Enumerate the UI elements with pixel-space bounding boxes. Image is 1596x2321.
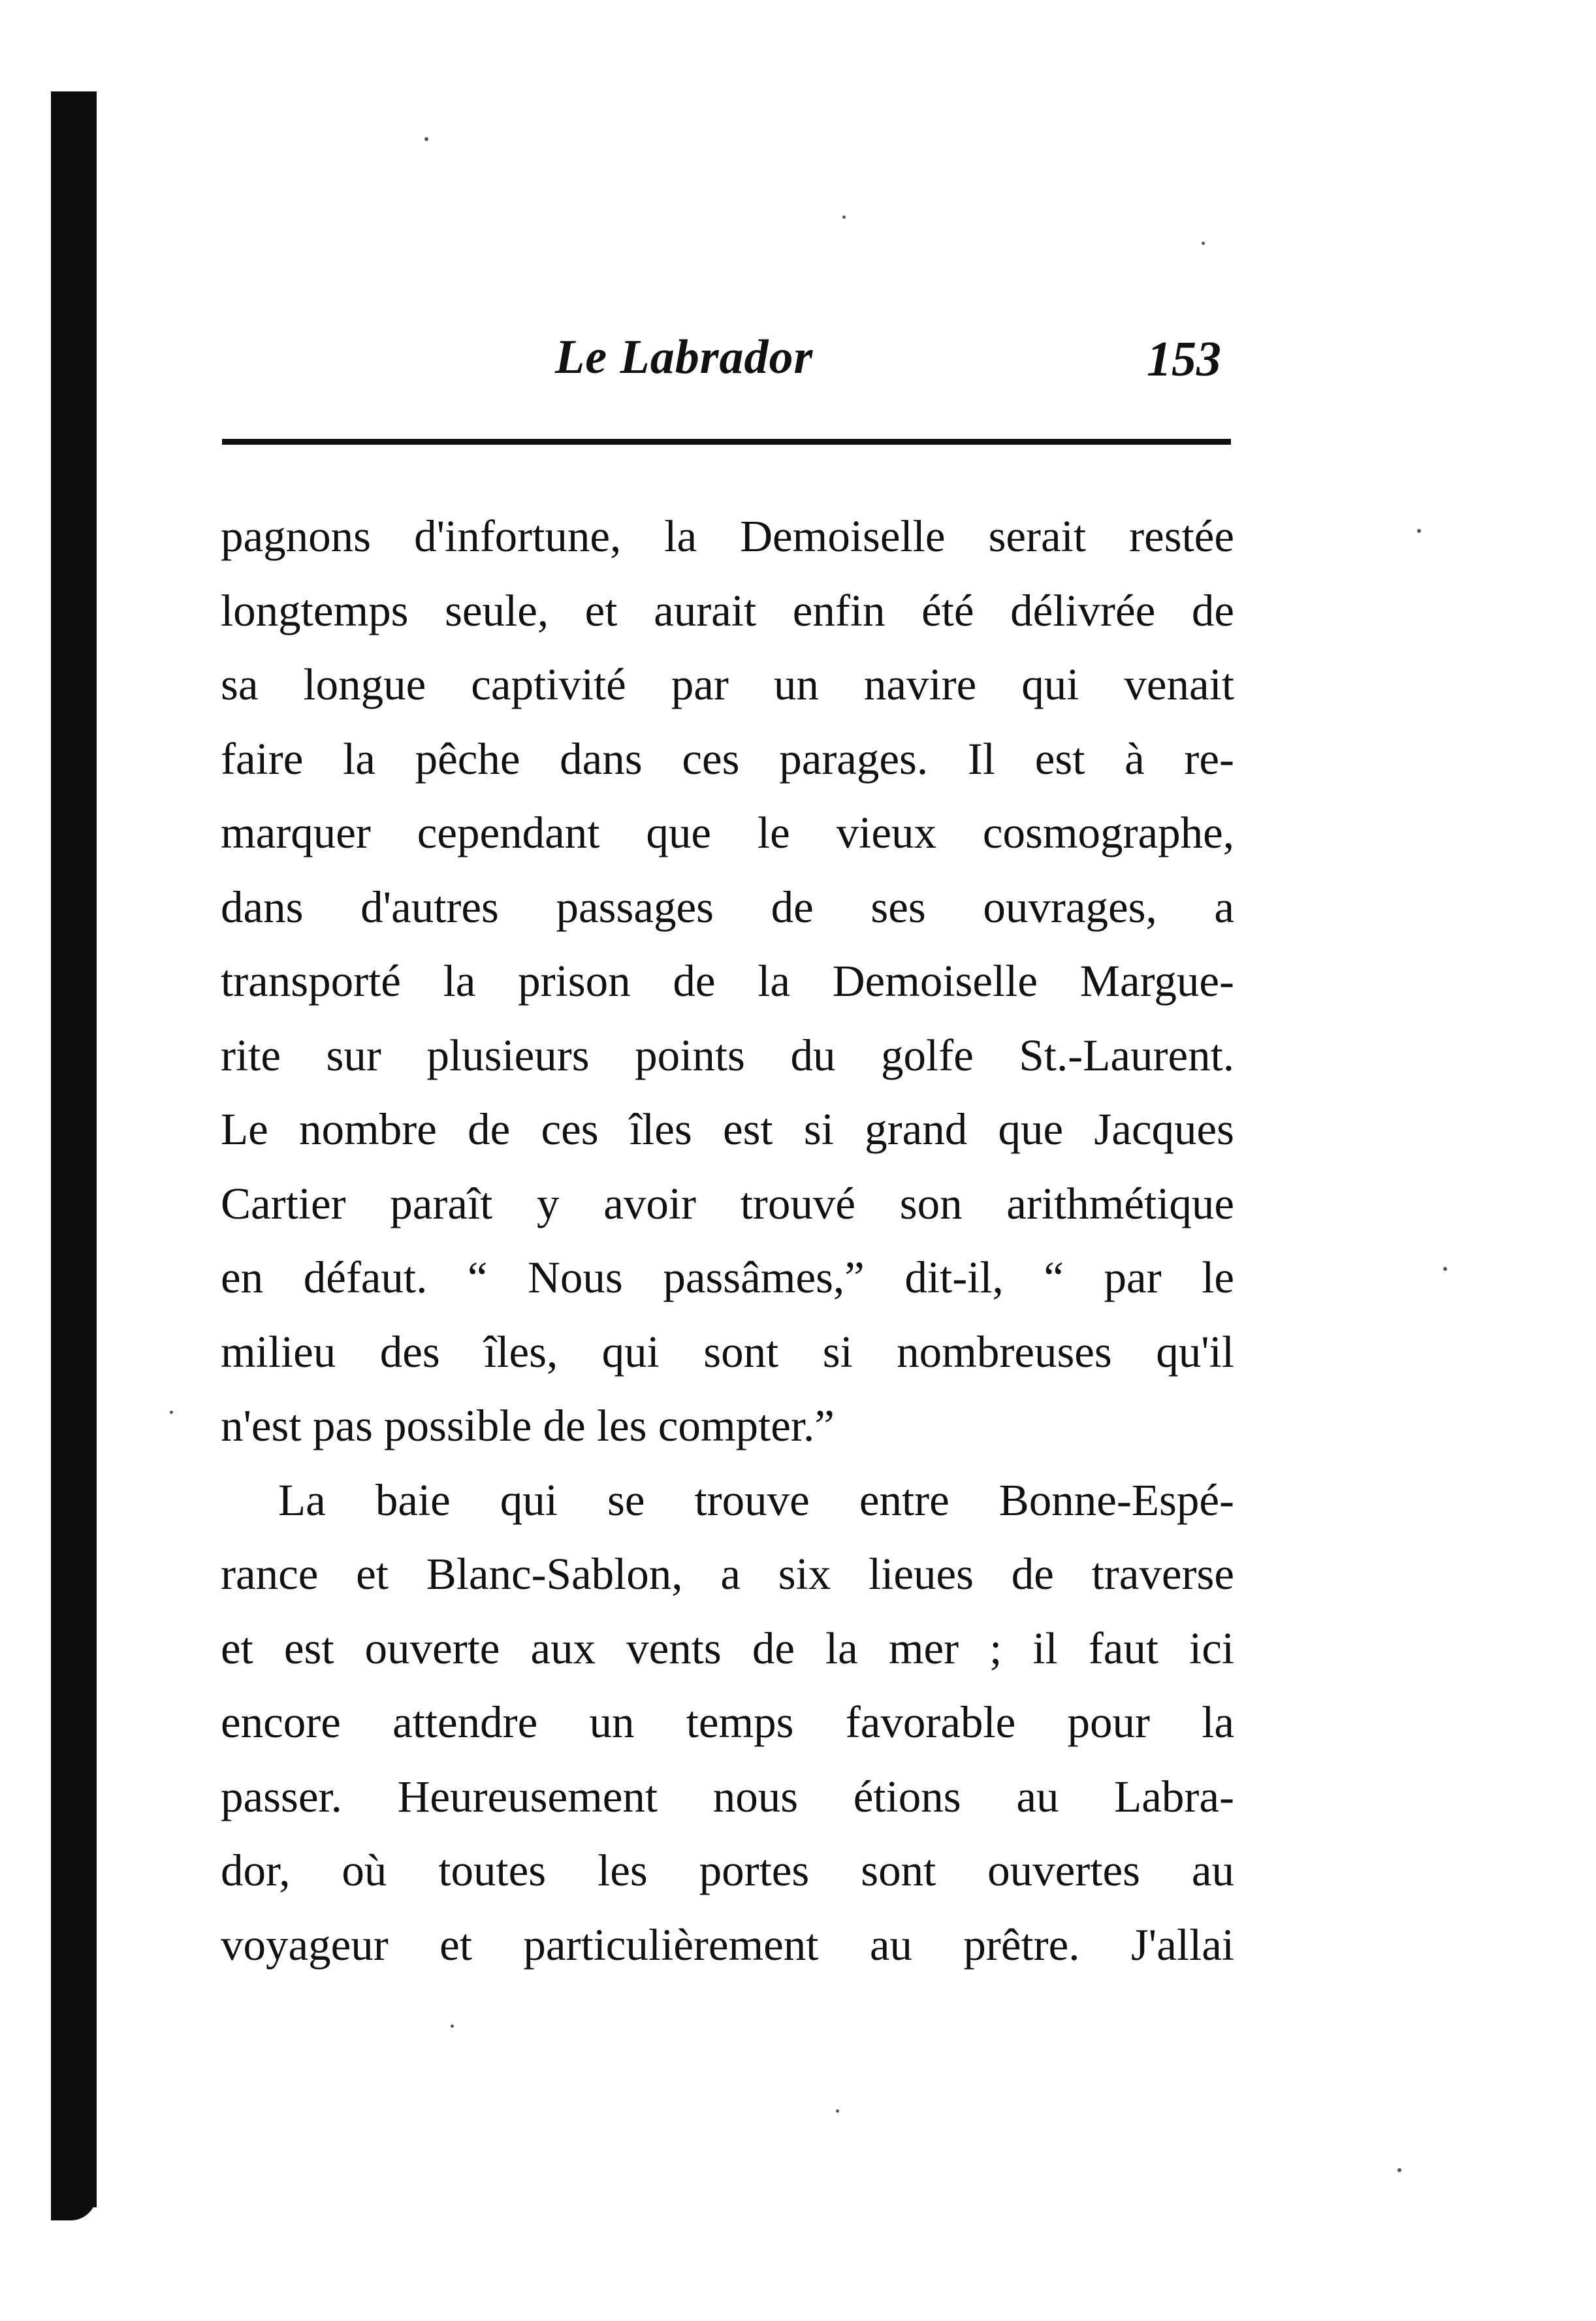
scan-speck <box>1397 2168 1401 2172</box>
text-line: transporté la prison de la Demoiselle Margue- <box>221 956 1234 1006</box>
scan-speck <box>836 2109 839 2113</box>
text-line: dans d'autres passages de ses ouvrages, a <box>221 882 1234 932</box>
text-line: voyageur et particulièrement au prêtre. J'allai <box>221 1919 1234 1970</box>
text-line: pagnons d'infortune, la Demoiselle serait restée <box>221 511 1234 561</box>
book-binding-edge <box>51 91 97 2207</box>
running-title: Le Labrador <box>555 330 814 384</box>
scan-speck <box>1417 529 1421 533</box>
page-number: 153 <box>1147 332 1221 387</box>
text-line: longtemps seule, et aurait enfin été délivrée de <box>221 585 1234 635</box>
paragraph-first-line: La baie qui se trouve entre Bonne-Espé- <box>278 1475 1234 1525</box>
text-line: rance et Blanc-Sablon, a six lieues de traverse <box>221 1549 1234 1599</box>
text-line: sa longue captivité par un navire qui venait <box>221 660 1234 709</box>
scan-speck <box>170 1411 173 1414</box>
text-line: faire la pêche dans ces parages. Il est à re- <box>221 733 1234 784</box>
text-line: dor, où toutes les portes sont ouvertes au <box>221 1846 1234 1895</box>
text-line: Cartier paraît y avoir trouvé son arithmétique <box>221 1178 1234 1228</box>
scan-speck <box>451 2025 454 2028</box>
text-line: en défaut. “ Nous passâmes,” dit-il, “ par le <box>221 1253 1234 1302</box>
text-line: et est ouverte aux vents de la mer ; il faut ici <box>221 1623 1234 1673</box>
text-line: passer. Heureusement nous étions au Labra- <box>221 1771 1234 1821</box>
text-line: n'est pas possible de les compter.” <box>221 1401 835 1450</box>
text-line: milieu des îles, qui sont si nombreuses qu'il <box>221 1326 1234 1377</box>
text-line: Le nombre de ces îles est si grand que Jacques <box>221 1104 1234 1154</box>
scan-speck <box>1443 1267 1447 1271</box>
text-line: marquer cependant que le vieux cosmographe, <box>221 808 1234 857</box>
scan-speck <box>1202 242 1205 245</box>
page-header <box>222 323 1228 395</box>
text-line: encore attendre un temps favorable pour la <box>221 1697 1234 1747</box>
text-line: rite sur plusieurs points du golfe St.-Laurent. <box>221 1030 1234 1080</box>
header-rule <box>222 439 1231 445</box>
scan-speck <box>424 137 428 141</box>
body-text <box>221 500 1234 1982</box>
scan-speck <box>842 216 846 219</box>
